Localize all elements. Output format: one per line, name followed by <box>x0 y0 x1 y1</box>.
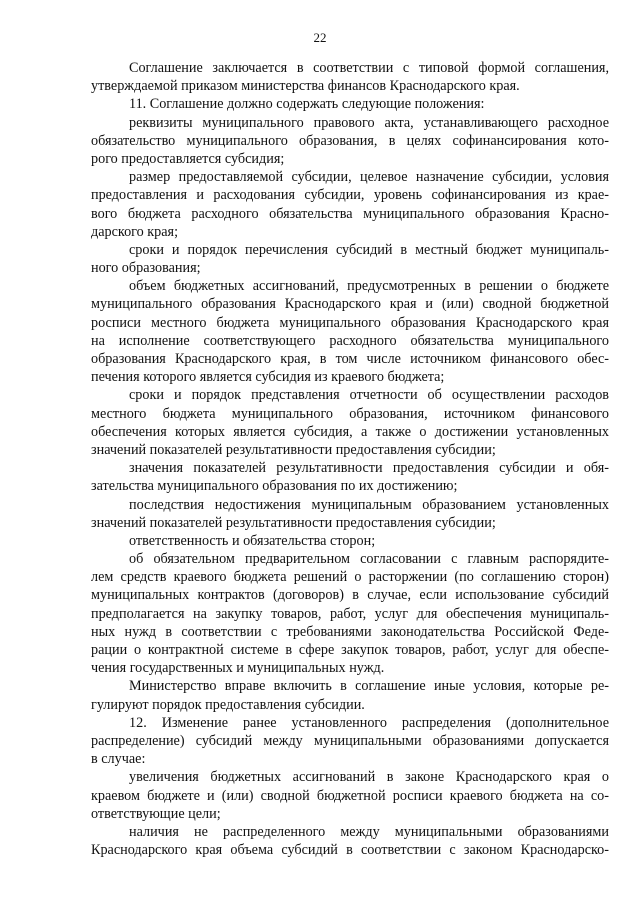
text-line: предполагается на закупку товаров, работ, услуг для обеспечения муниципаль- <box>91 605 609 622</box>
text-line: сроки и порядок перечисления субсидий в местный бюджет муниципаль- <box>129 241 609 258</box>
text-line: ответственность и обязательства сторон; <box>129 532 376 549</box>
text-line: вого бюджета расходного обязательства муниципального образования Красно- <box>91 205 609 222</box>
text-line: сроки и порядок представления отчетности об осуществлении расходов <box>129 387 609 404</box>
text-line: обязательство муниципального образования, в целях софинансирования кото- <box>91 132 609 149</box>
text-line: в случае: <box>91 751 146 768</box>
text-line: объем бюджетных ассигнований, предусмотренных в решении о бюджете <box>129 278 609 295</box>
text-line: наличия не распределенного между муниципальными образованиями <box>129 823 609 840</box>
text-line: 12. Изменение ранее установленного распределения (дополнительное <box>129 714 609 731</box>
text-line: реквизиты муниципального правового акта, устанавливающего расходное <box>129 114 609 131</box>
text-line: лем средств краевого бюджета решений о расторжении (по соглашению сторон) <box>91 569 609 586</box>
text-line: чения государственных и муниципальных нужд. <box>91 660 385 677</box>
text-line: на исполнение соответствующего расходного обязательства муниципального <box>91 332 609 349</box>
text-line: местного бюджета муниципального образования, источником финансового <box>91 405 609 422</box>
text-line: печения которого является субсидия из краевого бюджета; <box>91 369 445 386</box>
text-line: ного образования; <box>91 260 201 277</box>
text-line: зательства муниципального образования по их достижению; <box>91 478 458 495</box>
text-line: значений показателей результативности предоставления субсидии; <box>91 514 496 531</box>
text-line: ответствующие цели; <box>91 805 221 822</box>
text-line: рого предоставляется субсидия; <box>91 150 285 167</box>
text-line: дарского края; <box>91 223 179 240</box>
text-line: 11. Соглашение должно содержать следующие положения: <box>129 96 485 113</box>
text-line: рации о контрактной системе в сфере закупок товаров, работ, услуг для обеспе- <box>91 642 609 658</box>
text-line: краевом бюджете и (или) сводной бюджетной росписи краевого бюджета на со- <box>91 787 609 804</box>
page-number: 22 <box>313 30 327 45</box>
text-line: увеличения бюджетных ассигнований в законе Краснодарского края о <box>129 769 609 786</box>
text-line: утверждаемой приказом министерства финансов Краснодарского края. <box>91 78 520 95</box>
text-line: значений показателей результативности предоставления субсидии; <box>91 441 496 458</box>
text-line: последствия недостижения муниципальным образованием установленных <box>129 496 609 513</box>
text-line: значения показателей результативности предоставления субсидии и обя- <box>129 460 609 477</box>
text-line: Соглашение заключается в соответствии с типовой формой соглашения, <box>129 60 609 76</box>
text-line: муниципальных контрактов (договоров) в случае, если использование субсидий <box>91 587 609 604</box>
text-line: распределение) субсидий между муниципальными образованиями допускается <box>91 732 609 749</box>
text-line: об обязательном предварительном согласовании с главным распорядите- <box>129 551 609 568</box>
text-line: обеспечения которых является субсидия, а также о достижении установленных <box>91 423 609 440</box>
text-line: Краснодарского края объема субсидий в соответствии с законом Краснодарско- <box>91 842 609 859</box>
text-line: образования Краснодарского края, в том числе источником финансового обес- <box>91 351 609 367</box>
text-line: предоставления и расходования субсидии, уровень софинансирования из краe- <box>91 187 609 204</box>
text-line: Министерство вправе включить в соглашение иные условия, которые ре- <box>129 678 609 695</box>
text-line: гулируют порядок предоставления субсидии. <box>91 696 365 713</box>
text-line: размер предоставляемой субсидии, целевое назначение субсидии, условия <box>129 169 609 186</box>
text-line: ных нужд в соответствии с требованиями законодательства Российской Феде- <box>91 623 609 640</box>
text-line: росписи местного бюджета муниципального образования Краснодарского края <box>91 314 609 331</box>
text-line: муниципального образования Краснодарского края и (или) сводной бюджетной <box>91 296 609 313</box>
document-body <box>91 59 609 859</box>
